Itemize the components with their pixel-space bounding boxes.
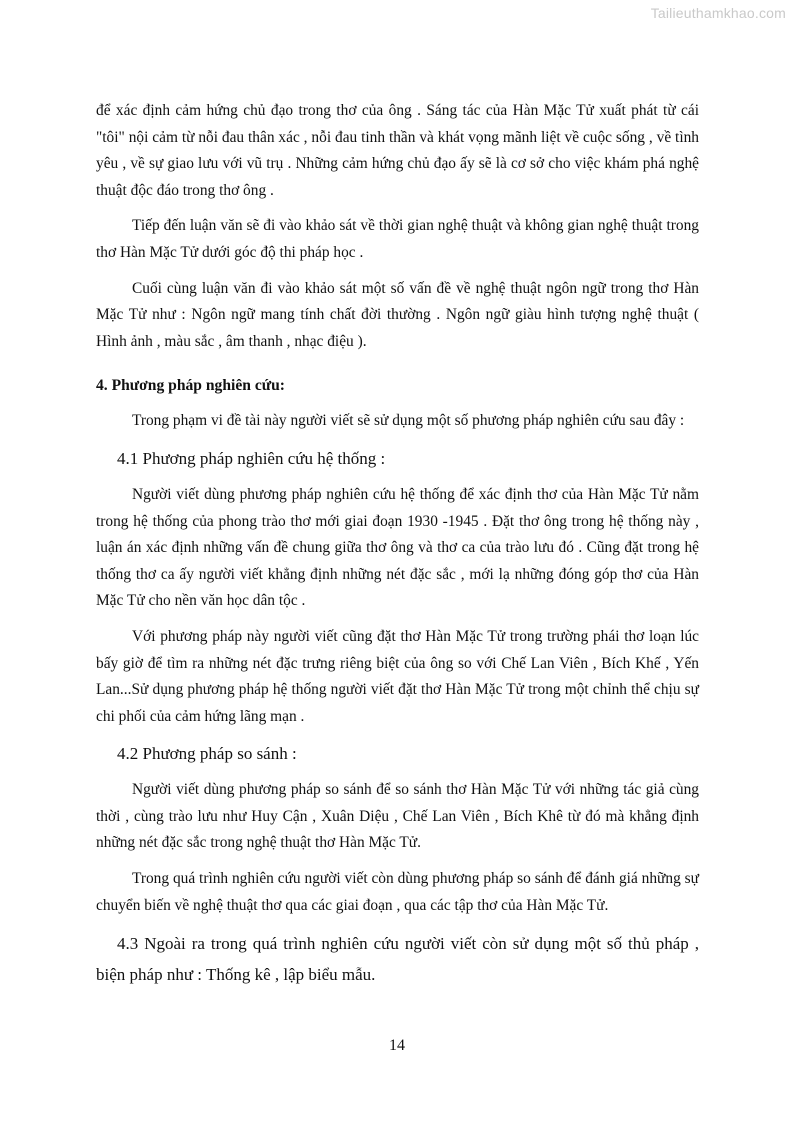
watermark-text: Tailieuthamkhao.com [650,5,786,21]
paragraph-system-2: Với phương pháp này người viết cũng đặt thơ Hàn Mặc Tử trong trường phái thơ loạn lúc bấy giờ để tìm ra những nét đặc trưng riêng biệt của ông so với Chế Lan Viên , Bích Khế , Yến Lan...Sử dụng phương pháp hệ thống người viết đặt thơ Hàn Mặc Tử trong một chỉnh thể chịu sự chi phối của cảm hứng lãng mạn . [96,627,699,725]
document-body [96,98,699,990]
paragraph-compare-1: Người viết dùng phương pháp so sánh để so sánh thơ Hàn Mặc Tử với những tác giả cùng thời , cùng trào lưu như Huy Cận , Xuân Diệu , Chế Lan Viên , Bích Khê từ đó mà khẳng định những nét đặc sắc trong nghệ thuật thơ Hàn Mặc Tử. [96,781,699,852]
paragraph-methods-intro: Trong phạm vi đề tài này người viết sẽ sử dụng một số phương pháp nghiên cứu sau đây : [132,412,685,430]
paragraph-intro-continuation: để xác định cảm hứng chủ đạo trong thơ của ông . Sáng tác của Hàn Mặc Tử xuất phát từ cái "tôi" nội cảm từ nỗi đau thân xác , nỗi đau tinh thần và khát vọng mãnh liệt về cuộc sống , về tình yêu , về sự giao lưu với vũ trụ . Những cảm hứng chủ đạo ấy sẽ là cơ sở cho việc khám phá nghệ thuật độc đáo trong thơ ông . [96,102,699,199]
paragraph-time-space: Tiếp đến luận văn sẽ đi vào khảo sát về thời gian nghệ thuật và không gian nghệ thuật trong thơ Hàn Mặc Tử dưới góc độ thi pháp học . [96,217,699,261]
paragraph-system-1: Người viết dùng phương pháp nghiên cứu hệ thống để xác định thơ của Hàn Mặc Tử nằm trong hệ thống của phong trào thơ mới giai đoạn 1930 -1945 . Đặt thơ ông trong hệ thống này , luận án xác định những vấn đề chung giữa thơ ông và thơ ca của trào lưu đó . Cũng đặt trong hệ thống thơ ca ấy người viết khẳng định những nét đặc sắc , mới lạ những đóng góp thơ của Hàn Mặc Tử cho nền văn học dân tộc . [96,485,699,610]
paragraph-other-techniques: 4.3 Ngoài ra trong quá trình nghiên cứu người viết còn sử dụng một số thủ pháp , biện pháp như : Thống kê , lập biểu mẫu. [96,934,699,985]
paragraph-compare-2: Trong quá trình nghiên cứu người viết còn dùng phương pháp so sánh để đánh giá những sự chuyển biến về nghệ thuật thơ qua các giai đoạn , qua các tập thơ của Hàn Mặc Tử. [96,870,699,914]
subsection-heading-system: 4.1 Phương pháp nghiên cứu hệ thống : [117,448,386,468]
subsection-heading-compare: 4.2 Phương pháp so sánh : [117,744,297,764]
page-number: 14 [389,1037,405,1054]
section-heading-methods: 4. Phương pháp nghiên cứu: [96,377,285,395]
paragraph-language: Cuối cùng luận văn đi vào khảo sát một số vấn đề về nghệ thuật ngôn ngữ trong thơ Hàn Mặc Tử như : Ngôn ngữ mang tính chất đời thường . Ngôn ngữ giàu hình tượng nghệ thuật ( Hình ảnh , màu sắc , âm thanh , nhạc điệu ). [96,279,699,350]
